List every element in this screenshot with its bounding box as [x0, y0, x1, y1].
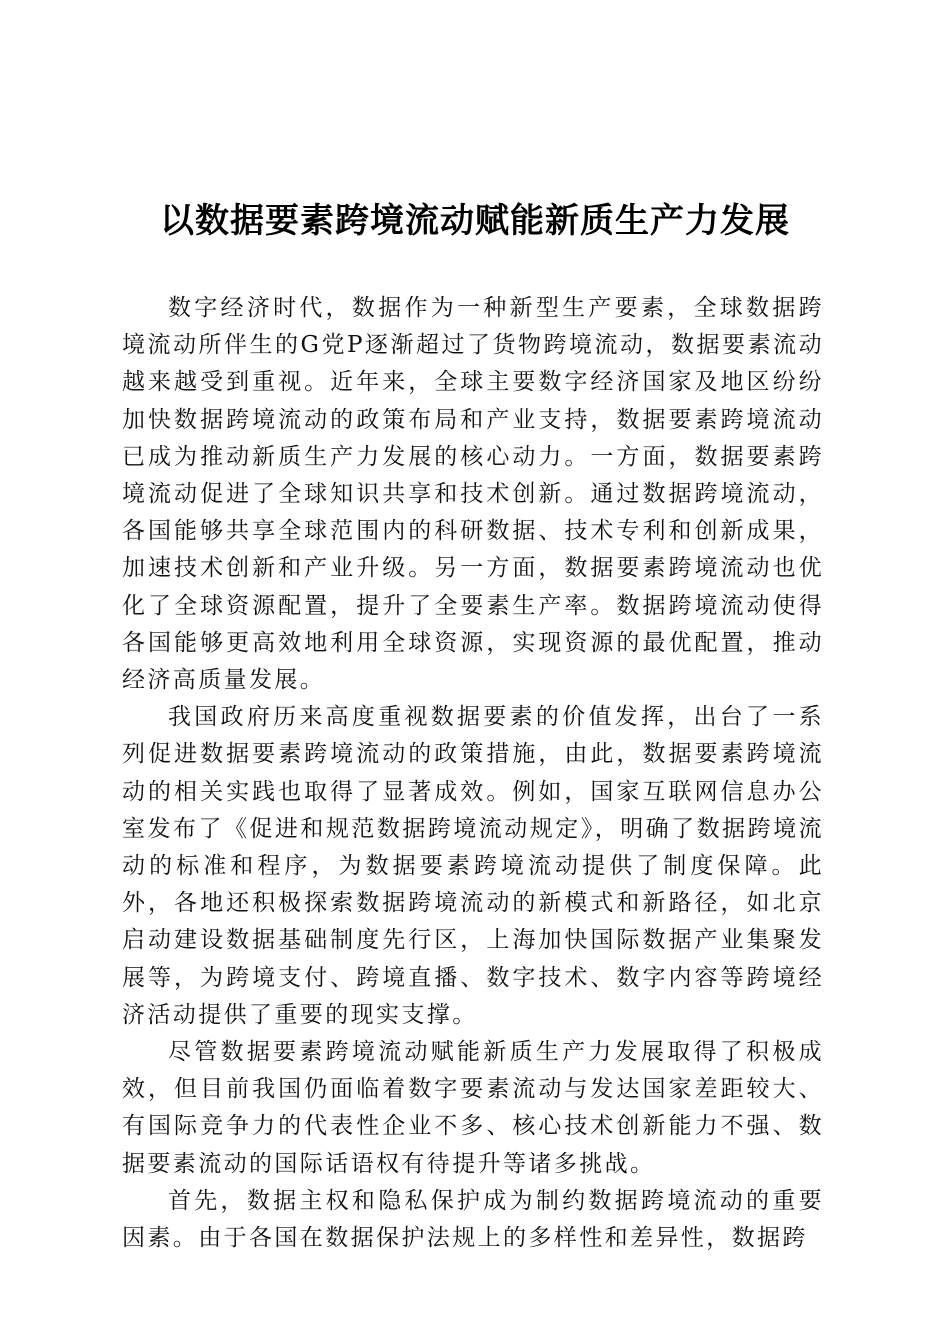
paragraph-4: 首先，数据主权和隐私保护成为制约数据跨境流动的重要因素。由于各国在数据保护法规上的多样性和差异性，数据跨	[122, 1187, 824, 1252]
paragraph-2: 我国政府历来高度重视数据要素的价值发挥，出台了一系列促进数据要素跨境流动的政策措施，由此，数据要素跨境流动的相关实践也取得了显著成效。例如，国家互联网信息办公室发布了《促进和规范数据跨境流动规定》，明确了数据跨境流动的标准和程序，为数据要素跨境流动提供了制度保障。此外，各地还积极探索数据跨境流动的新模式和新路径，如北京启动建设数据基础制度先行区，上海加快国际数据产业集聚发展等，为跨境支付、跨境直播、数字技术、数字内容等跨境经济活动提供了重要的现实支撑。	[122, 704, 824, 1028]
document-title: 以数据要素跨境流动赋能新质生产力发展	[160, 201, 790, 241]
document-body	[122, 290, 824, 1257]
paragraph-1: 数字经济时代，数据作为一种新型生产要素，全球数据跨境流动所伴生的G党P逐渐超过了货物跨境流动，数据要素流动越来越受到重视。近年来，全球主要数字经济国家及地区纷纷加快数据跨境流动的政策布局和产业支持，数据要素跨境流动已成为推动新质生产力发展的核心动力。一方面，数据要素跨境流动促进了全球知识共享和技术创新。通过数据跨境流动，各国能够共享全球范围内的科研数据、技术专利和创新成果，加速技术创新和产业升级。另一方面，数据要素跨境流动也优化了全球资源配置，提升了全要素生产率。数据跨境流动使得各国能够更高效地利用全球资源，实现资源的最优配置，推动经济高质量发展。	[122, 295, 824, 694]
paragraph-3: 尽管数据要素跨境流动赋能新质生产力发展取得了积极成效，但目前我国仍面临着数字要素流动与发达国家差距较大、有国际竞争力的代表性企业不多、核心技术创新能力不强、数据要素流动的国际话语权有待提升等诸多挑战。	[122, 1039, 824, 1177]
